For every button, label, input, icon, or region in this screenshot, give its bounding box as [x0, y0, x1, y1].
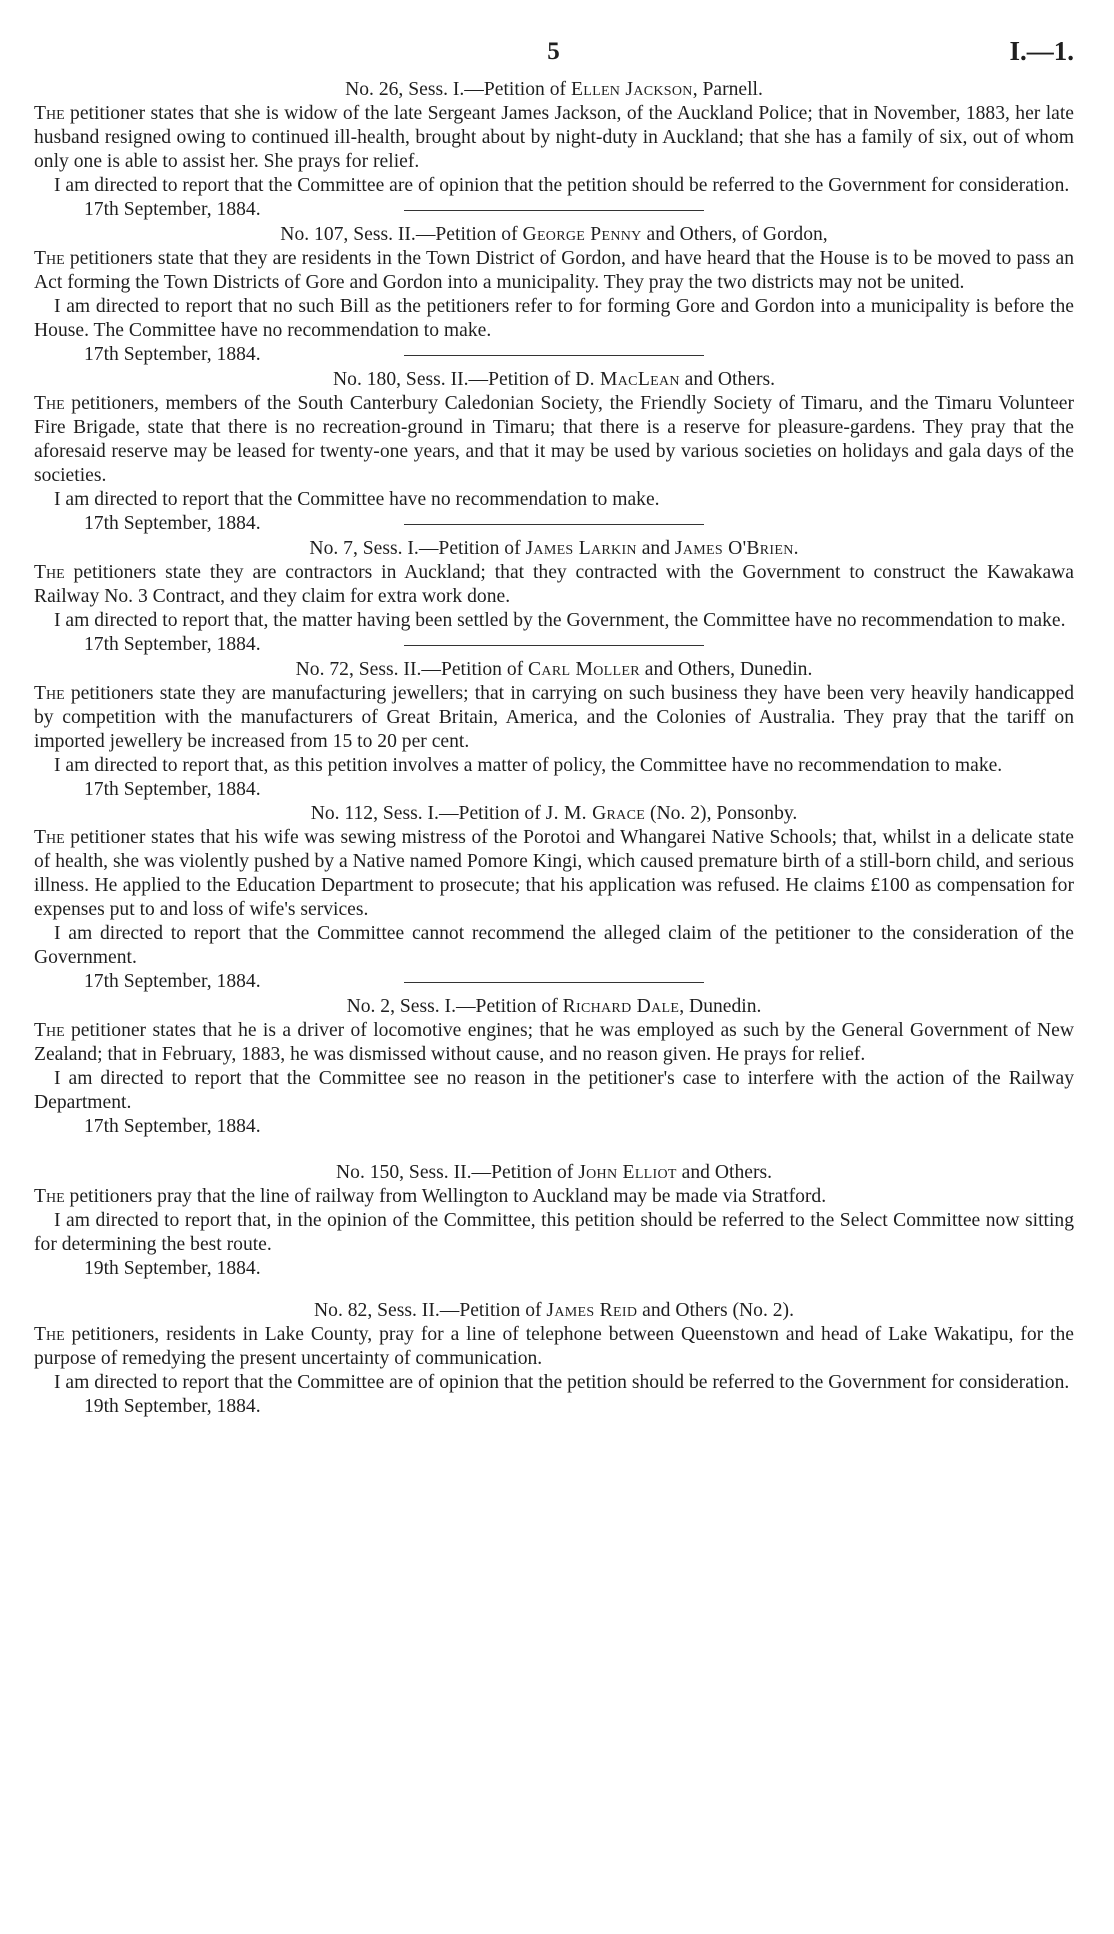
petition-title-tail: (No. 2), Ponsonby.	[645, 803, 798, 824]
petition-title-tail: and Others.	[679, 369, 775, 390]
petition-number: No. 7, Sess. I.—Petition of	[309, 538, 526, 559]
petition-title-tail: and Others, Dunedin.	[639, 659, 813, 680]
petition-body-text: petitioner states that he is a driver of locomotive engines; that he was employed as such by the General Government of New Zealand; that in February, 1883, he was dismissed without cause, and no reason given. He prays for relief.	[34, 1020, 1074, 1065]
petition-number: No. 150, Sess. II.—Petition of	[336, 1162, 579, 1183]
petition-lead-word: The	[34, 1020, 65, 1041]
running-header	[34, 30, 1074, 78]
petitioner-name: George Penny	[522, 224, 642, 245]
petition-body-text: petitioners state that they are residents in the Town District of Gordon, and have heard that the House is to be moved to pass an Act forming the Town Districts of Gore and Gordon into a municipality. They pray the two districts may not be united.	[34, 248, 1074, 293]
petition-body-text: petitioners, members of the South Canterbury Caledonian Society, the Friendly Society of Timaru, and the Timaru Volunteer Fire Brigade, state that there is no recreation-ground in Timaru; that there is a reserve for pleasure-gardens. They pray that the aforesaid reserve may be leased for twenty-one years, and that it may be used by various societies on holidays and gala days of the societies.	[34, 393, 1074, 486]
petition-body	[34, 102, 1074, 174]
petition-body-text: petitioner states that his wife was sewing mistress of the Porotoi and Whangarei Native Schools; that, whilst in a delicate state of health, she was violently pushed by a Native named Pomore Kingi, which caused premature birth of a still-born child, and serious illness. He applied to the Education Department to prosecute; that his application was refused. He claims £100 as compensation for expenses put to and loss of wife's services.	[34, 827, 1074, 920]
petition-body	[34, 561, 1074, 609]
paper-reference: I.—1.	[1009, 36, 1074, 66]
petition-entry	[34, 802, 1074, 995]
petition-lead-word: The	[34, 1324, 65, 1345]
petition-entry	[34, 537, 1074, 658]
petition-body	[34, 1185, 1074, 1209]
section-divider	[404, 982, 704, 983]
committee-report: I am directed to report that, the matter having been settled by the Government, the Committee have no recommendation to make.	[54, 610, 1066, 631]
report-date: 19th September, 1884.	[84, 1258, 261, 1279]
petition-body	[34, 1323, 1074, 1371]
committee-report: I am directed to report that the Committee see no reason in the petitioner's case to interfere with the action of the Railway Department.	[34, 1068, 1074, 1113]
petitioner-name: James Larkin	[525, 538, 637, 559]
report-date: 17th September, 1884.	[84, 513, 261, 534]
report-date: 17th September, 1884.	[84, 344, 261, 365]
report-date: 19th September, 1884.	[84, 1396, 261, 1417]
petition-title	[34, 1161, 1074, 1185]
petitioner-name: Richard Dale	[562, 996, 680, 1017]
petition-title	[34, 78, 1074, 102]
petition-body-text: petitioners state they are contractors in Auckland; that they contracted with the Government to construct the Kawakawa Railway No. 3 Contract, and they claim for extra work done.	[34, 562, 1074, 607]
petition-entry	[34, 995, 1074, 1161]
petition-title-tail: , Parnell.	[692, 79, 763, 100]
petition-lead-word: The	[34, 683, 65, 704]
petition-number: No. 82, Sess. II.—Petition of	[314, 1300, 547, 1321]
petition-title-tail: , Dunedin.	[679, 996, 762, 1017]
report-date: 17th September, 1884.	[84, 971, 261, 992]
section-divider	[404, 210, 704, 211]
petition-title	[34, 995, 1074, 1019]
petitioner-name: James O'Brien	[674, 538, 794, 559]
petition-lead-word: The	[34, 827, 65, 848]
petitioner-name: James Reid	[546, 1300, 638, 1321]
petition-number: No. 112, Sess. I.—Petition of	[310, 803, 546, 824]
petition-title	[34, 368, 1074, 392]
petition-number: No. 26, Sess. I.—Petition of	[345, 79, 571, 100]
petition-body-text: petitioners pray that the line of railway from Wellington to Auckland may be made via Stratford.	[64, 1186, 827, 1207]
petition-title	[34, 802, 1074, 826]
petition-title	[34, 1299, 1074, 1323]
page-number: 5	[547, 38, 561, 65]
petition-lead-word: The	[34, 103, 65, 124]
petitioner-name: J. M. Grace	[545, 803, 646, 824]
report-date: 17th September, 1884.	[84, 199, 261, 220]
petition-title	[34, 658, 1074, 682]
document-page	[34, 30, 1074, 1419]
petition-lead-word: The	[34, 1186, 65, 1207]
section-divider	[404, 524, 704, 525]
petition-body	[34, 1019, 1074, 1067]
section-divider	[404, 355, 704, 356]
petition-title-tail: and Others, of Gordon,	[641, 224, 828, 245]
petition-title-tail: and Others.	[676, 1162, 772, 1183]
petition-title	[34, 537, 1074, 561]
report-date: 17th September, 1884.	[84, 634, 261, 655]
petition-body	[34, 247, 1074, 295]
petition-body	[34, 826, 1074, 922]
petitioner-name: John Elliot	[578, 1162, 677, 1183]
petition-number: No. 180, Sess. II.—Petition of	[333, 369, 576, 390]
report-date: 17th September, 1884.	[84, 1116, 261, 1137]
petition-lead-word: The	[34, 393, 65, 414]
petition-lead-word: The	[34, 248, 65, 269]
committee-report: I am directed to report that, as this petition involves a matter of policy, the Committee have no recommendation to make.	[54, 755, 1003, 776]
section-divider	[404, 645, 704, 646]
committee-report: I am directed to report that the Committee cannot recommend the alleged claim of the petitioner to the consideration of the Government.	[34, 923, 1074, 968]
petition-entry	[34, 368, 1074, 537]
petition-body-text: petitioners, residents in Lake County, pray for a line of telephone between Queenstown and head of Lake Wakatipu, for the purpose of remedying the present uncertainty of communication.	[34, 1324, 1074, 1369]
petition-body	[34, 682, 1074, 754]
petition-entry	[34, 1161, 1074, 1299]
petition-body	[34, 392, 1074, 488]
petition-number: No. 2, Sess. I.—Petition of	[346, 996, 563, 1017]
petition-number: No. 72, Sess. II.—Petition of	[295, 659, 529, 680]
committee-report: I am directed to report that the Committee are of opinion that the petition should be referred to the Government for consideration.	[54, 1372, 1070, 1393]
petition-lead-word: The	[34, 562, 65, 583]
committee-report: I am directed to report that the Committee are of opinion that the petition should be referred to the Government for consideration.	[54, 175, 1070, 196]
petition-title-tail: and	[636, 538, 675, 559]
petition-entry	[34, 658, 1074, 802]
petition-body-text: petitioner states that she is widow of the late Sergeant James Jackson, of the Auckland Police; that in November, 1883, her late husband resigned owing to continued ill-health, brought about by night-duty in Auckland; that she has a family of six, out of whom only one is able to assist her. She prays for relief.	[34, 103, 1074, 172]
petition-entry	[34, 78, 1074, 223]
petitioner-name: Ellen Jackson	[570, 79, 693, 100]
committee-report: I am directed to report that no such Bill as the petitioners refer to for forming Gore and Gordon into a municipality is before the House. The Committee have no recommendation to make.	[34, 296, 1074, 341]
petitioner-name: Carl Moller	[528, 659, 640, 680]
petition-title-tail: .	[793, 538, 799, 559]
section-gap	[34, 1281, 1074, 1299]
committee-report: I am directed to report that the Committee have no recommendation to make.	[54, 489, 660, 510]
petition-number: No. 107, Sess. II.—Petition of	[280, 224, 523, 245]
petitioner-name: D. MacLean	[575, 369, 680, 390]
committee-report: I am directed to report that, in the opinion of the Committee, this petition should be referred to the Select Committee now sitting for determining the best route.	[34, 1210, 1074, 1255]
petition-title-tail: and Others (No. 2).	[637, 1300, 794, 1321]
petition-entry	[34, 223, 1074, 368]
petition-title	[34, 223, 1074, 247]
petition-body-text: petitioners state they are manufacturing jewellers; that in carrying on such business they have been very heavily handicapped by competition with the manufacturers of Great Britain, America, and the Colonies of Australia. They pray that the tariff on imported jewellery be increased from 15 to 20 per cent.	[34, 683, 1074, 752]
section-gap	[34, 1139, 1074, 1161]
report-date: 17th September, 1884.	[84, 779, 261, 800]
petition-entry	[34, 1299, 1074, 1419]
